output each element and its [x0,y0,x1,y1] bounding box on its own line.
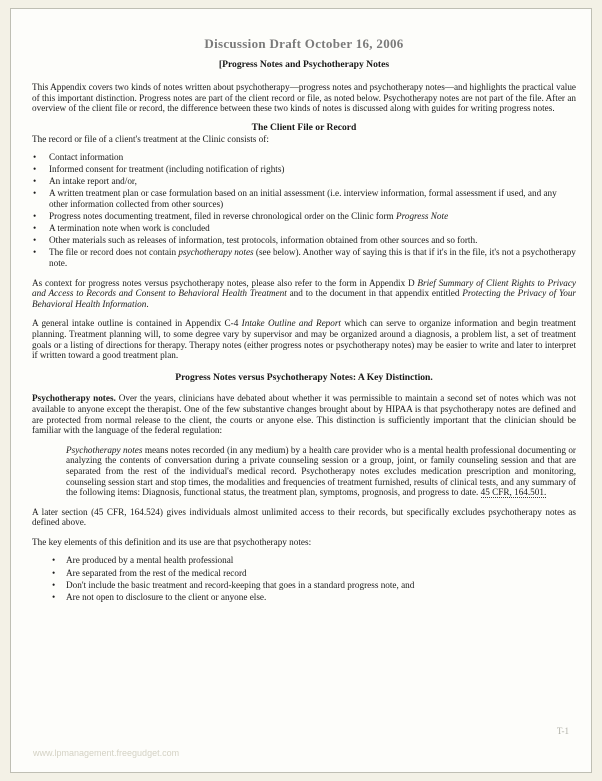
list-item: • Contact information [32,152,576,163]
key-elements-lead: The key elements of this definition and its use are that psychotherapy notes: [32,536,312,547]
list-item: • Progress notes documenting treatment, filed in reverse chronological order on the Clinic form Progress Note [32,211,576,222]
list-item: • A written treatment plan or case formulation based on an initial assessment (i.e. interview information, formal assessment if used, and any other information collected from other sources) [32,188,576,209]
list-item: • The file or record does not contain psychotherapy notes (see below). Another way of saying this is that if it's in the file, it's not a psychotherapy note. [32,247,576,268]
federal-regulation-quote: Psychotherapy notes means notes recorded (in any medium) by a health care provider who is a mental health professional documenting or analyzing the contents of conversation during a private counseling session or a group, joint, or family counseling session and that are separated from the rest of the individual's medical record. Psychotherapy notes excludes medication prescription and monitoring, counseling session start and stop times, the modalities and frequencies of treatment furnished, results of clinical tests, and any summary of the following items: Diagnosis, functional status, the treatment plan, symptoms, prognosis, and progress to date. 45 CFR, 164.501. [66,444,576,498]
list-item: • An intake report and/or, [32,176,576,187]
key-elements-list [32,555,576,602]
list-item: • Informed consent for treatment (including notification of rights) [32,164,576,175]
later-section-paragraph: A later section (45 CFR, 164.524) gives individuals almost unlimited access to their records, but specifically excludes psychotherapy notes as defined above. [32,506,576,528]
document-content [32,36,577,611]
intro-paragraph: This Appendix covers two kinds of notes written about psychotherapy—progress notes and psychotherapy notes—and highlights the practical value of this important distinction. Progress notes are part of the client record or file, as noted below. Psychotherapy notes are not part of the file. After an overview of the client file or record, the difference between these two kinds of notes is discussed along with guides for writing progress notes. [32,82,576,114]
document-title: [Progress Notes and Psychotherapy Notes [218,58,390,70]
draft-title: Discussion Draft October 16, 2006 [204,36,404,51]
client-file-lead: The record or file of a client's treatment at the Clinic consists of: [32,133,269,144]
intake-paragraph: A general intake outline is contained in Appendix C-4 Intake Outline and Report which can serve to organize information and begin treatment planning. Treatment planning will, to some degree vary by supervisor and may be organized around a diagnosis, a problem list, a set of treatment goals or a listing of directions for therapy. Therapy notes (either progress notes or psychotherapy notes) may be easier to write and later to interpret if written toward a good treatment plan. [32,318,576,361]
client-file-list [32,152,576,268]
context-paragraph: As context for progress notes versus psychotherapy notes, please also refer to the form in Appendix D Brief Summary of Client Rights to Privacy and Access to Records and Consent to Behavioral Health Treatment and to the document in that appendix entitled Protecting the Privacy of Your Behavioral Health Information. [32,277,577,309]
section-heading-client-file: The Client File or Record [251,121,357,133]
page-number: T-1 [556,726,569,736]
list-item: • Don't include the basic treatment and record-keeping that goes in a standard progress note, and [32,580,576,591]
list-item: • Are produced by a mental health professional [32,555,576,566]
list-item: • Are not open to disclosure to the client or anyone else. [32,592,576,603]
watermark-text: www.lpmanagement.freegudget.com [33,748,180,758]
psychotherapy-notes-paragraph: Psychotherapy notes. Over the years, clinicians have debated about whether it was permissible to maintain a second set of notes which was not available to anyone except the therapist. One of the few substantive changes brought about by HIPAA is that psychotherapy notes are defined and are protected from normal release to the client, the courts or anyone else. This distinction is sufficiently important that the clinician should be familiar with the language of the federal regulation: [32,393,576,436]
list-item: • A termination note when work is concluded [32,223,576,234]
list-item: • Are separated from the rest of the medical record [32,568,576,579]
section-heading-key-distinction: Progress Notes versus Psychotherapy Notes: A Key Distinction. [175,371,433,383]
list-item: • Other materials such as releases of information, test protocols, information obtained from other sources and so forth. [32,235,576,246]
regulation-citation: 45 CFR, 164.501. [480,487,547,498]
document-page [10,8,592,773]
